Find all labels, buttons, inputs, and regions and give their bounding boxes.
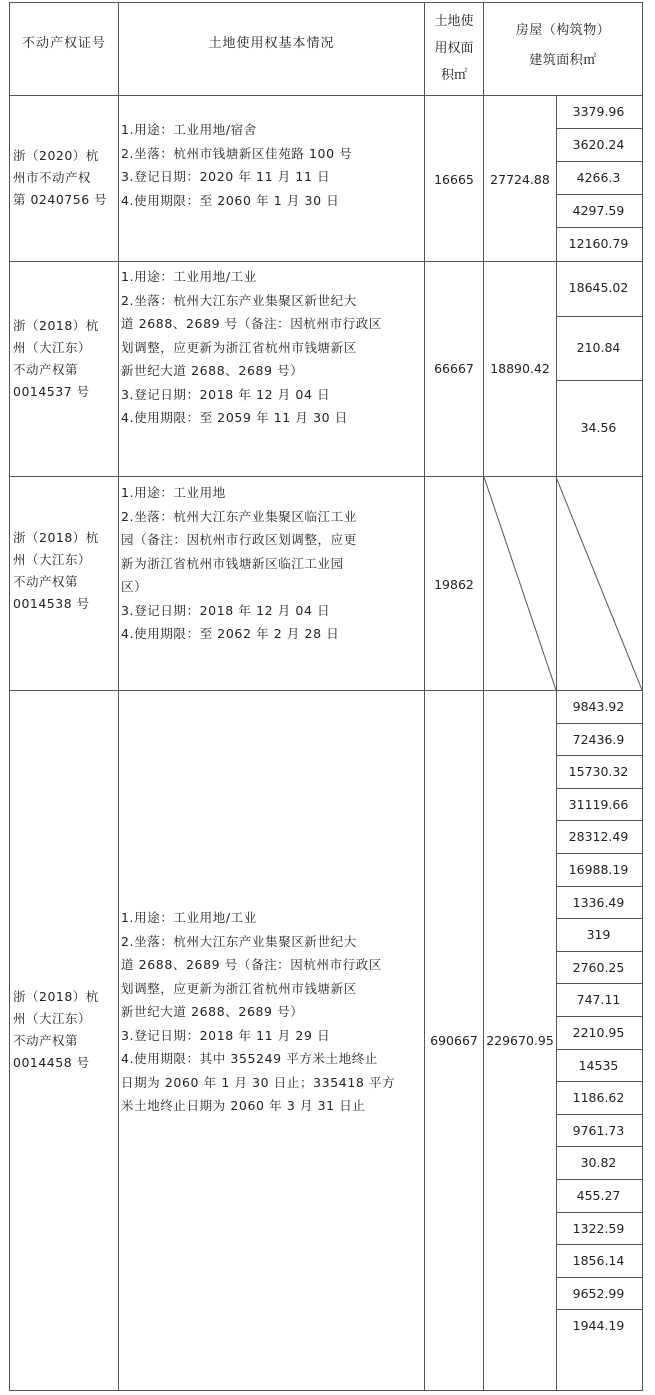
sub-line [556, 1212, 643, 1213]
row4-building-value: 30.82 [580, 1155, 617, 1170]
row4-building-value: 31119.66 [568, 797, 629, 812]
info-line: 新为浙江省杭州市钱塘新区临江工业园 [121, 555, 344, 571]
sub-line [556, 1146, 643, 1147]
sub-line [556, 983, 643, 984]
row4-building-value: 72436.9 [572, 732, 625, 747]
sub-line [556, 951, 643, 952]
row1-cert-no: 浙（2020）杭 州市不动产权 第 0240756 号 [13, 148, 108, 207]
info-line: 米土地终止日期为 2060 年 3 月 31 日止 [121, 1098, 366, 1113]
info-line: 4.使用期限：至 2059 年 11 月 30 日 [121, 410, 348, 425]
info-line: 2.坐落：杭州大江东产业集聚区新世纪大 [121, 933, 357, 949]
row2-land-area: 66667 [434, 361, 474, 376]
sub-line [556, 1309, 643, 1310]
row2-building-value: 34.56 [580, 420, 617, 435]
row4-cert-no: 浙（2018）杭 州（大江东） 不动产权第 0014458 号 [13, 989, 99, 1070]
info-line: 4.使用期限：至 2062 年 2 月 28 日 [121, 626, 340, 641]
row4-building-total: 229670.95 [486, 1033, 554, 1048]
row4-land-info [121, 906, 423, 1118]
sub-line [556, 1081, 643, 1082]
sub-line [556, 820, 643, 821]
info-line: 道 2688、2689 号（备注：因杭州市行政区 [121, 316, 382, 331]
row4-building-value: 1944.19 [572, 1318, 625, 1333]
info-line: 3.登记日期：2018 年 12 月 04 日 [121, 386, 331, 402]
row4-land-area: 690667 [430, 1033, 478, 1048]
row4-building-value: 1186.62 [572, 1090, 625, 1105]
info-line: 2.坐落：杭州大江东产业集聚区临江工业 [121, 508, 357, 524]
diagonal-line [556, 477, 642, 690]
info-line: 1.用途：工业用地/工业 [121, 269, 257, 284]
row4-building-value: 28312.49 [568, 829, 629, 844]
row4-building-value: 1336.49 [572, 895, 625, 910]
row1-building-value: 3620.24 [572, 137, 625, 152]
row2-building-value: 18645.02 [568, 280, 629, 295]
row1-building-value: 12160.79 [568, 236, 629, 251]
row4-building-value: 9652.99 [572, 1286, 625, 1301]
row4-building-value: 455.27 [576, 1188, 621, 1203]
row2-building-value: 210.84 [576, 340, 621, 355]
info-line: 区） [121, 579, 148, 594]
row1-building-value: 3379.96 [572, 104, 625, 119]
info-line: 4.使用期限：至 2060 年 1 月 30 日 [121, 192, 340, 208]
row4-building-value: 9761.73 [572, 1123, 625, 1138]
info-line: 3.登记日期：2018 年 11 月 29 日 [121, 1027, 331, 1043]
info-line: 道 2688、2689 号（备注：因杭州市行政区 [121, 957, 382, 972]
sub-line [556, 918, 643, 919]
sub-line [556, 1114, 643, 1115]
diagonal-line [484, 477, 556, 690]
info-line: 日期为 2060 年 1 月 30 日止；335418 平方 [121, 1074, 396, 1090]
info-line: 2.坐落：杭州市钱塘新区佳苑路 100 号 [121, 145, 353, 161]
row4-building-value: 9843.92 [572, 699, 625, 714]
row4-building-value: 15730.32 [568, 764, 629, 779]
row4-building-value: 14535 [578, 1058, 619, 1073]
info-line: 园（备注：因杭州市行政区划调整，应更 [121, 532, 357, 547]
row4-building-value: 16988.19 [568, 862, 629, 877]
sub-line [556, 886, 643, 887]
sub-line [556, 1049, 643, 1050]
info-line: 新世纪大道 2688、2689 号） [121, 1004, 304, 1019]
info-line: 2.坐落：杭州大江东产业集聚区新世纪大 [121, 292, 357, 308]
info-line: 新世纪大道 2688、2689 号） [121, 363, 304, 378]
sub-line [556, 1179, 643, 1180]
info-line: 划调整，应更新为浙江省杭州市钱塘新区 [121, 980, 357, 996]
info-line: 1.用途：工业用地 [121, 485, 226, 500]
row4-building-value: 747.11 [576, 992, 621, 1007]
header-land-area: 土地使 用权面 积㎡ [434, 14, 474, 83]
sub-line [556, 1016, 643, 1017]
row1-building-value: 4297.59 [572, 203, 625, 218]
row1-building-value: 4266.3 [576, 170, 621, 185]
sub-line [556, 1244, 643, 1245]
row4-building-value: 1322.59 [572, 1221, 625, 1236]
row4-building-value: 319 [586, 927, 611, 942]
sub-line [556, 723, 643, 724]
info-line: 划调整，应更新为浙江省杭州市钱塘新区 [121, 339, 357, 355]
row4-building-value: 2760.25 [572, 960, 625, 975]
header-building-area: 房屋（构筑物） 建筑面积㎡ [515, 23, 611, 68]
row3-land-area: 19862 [434, 577, 474, 592]
sub-line [556, 1277, 643, 1278]
info-line: 4.使用期限：其中 355249 平方米土地终止 [121, 1051, 378, 1066]
header-cert-no: 不动产权证号 [21, 36, 106, 51]
row2-building-total: 18890.42 [490, 361, 550, 376]
info-line: 3.登记日期：2020 年 11 月 11 日 [121, 169, 331, 184]
row2-cert-no: 浙（2018）杭 州（大江东） 不动产权第 0014537 号 [13, 318, 99, 399]
info-line: 1.用途：工业用地/工业 [121, 910, 257, 925]
info-line: 1.用途：工业用地/宿舍 [121, 122, 257, 137]
sub-line [556, 755, 643, 756]
row4-building-value: 1856.14 [572, 1253, 625, 1268]
sub-line [556, 853, 643, 854]
row4-building-value: 2210.95 [572, 1025, 625, 1040]
row3-cert-no: 浙（2018）杭 州（大江东） 不动产权第 0014538 号 [13, 530, 99, 611]
sub-line [556, 788, 643, 789]
row1-building-total: 27724.88 [490, 172, 550, 187]
header-land-info: 土地使用权基本情况 [208, 36, 335, 51]
row1-land-area: 16665 [434, 172, 474, 187]
info-line: 3.登记日期：2018 年 12 月 04 日 [121, 602, 331, 618]
